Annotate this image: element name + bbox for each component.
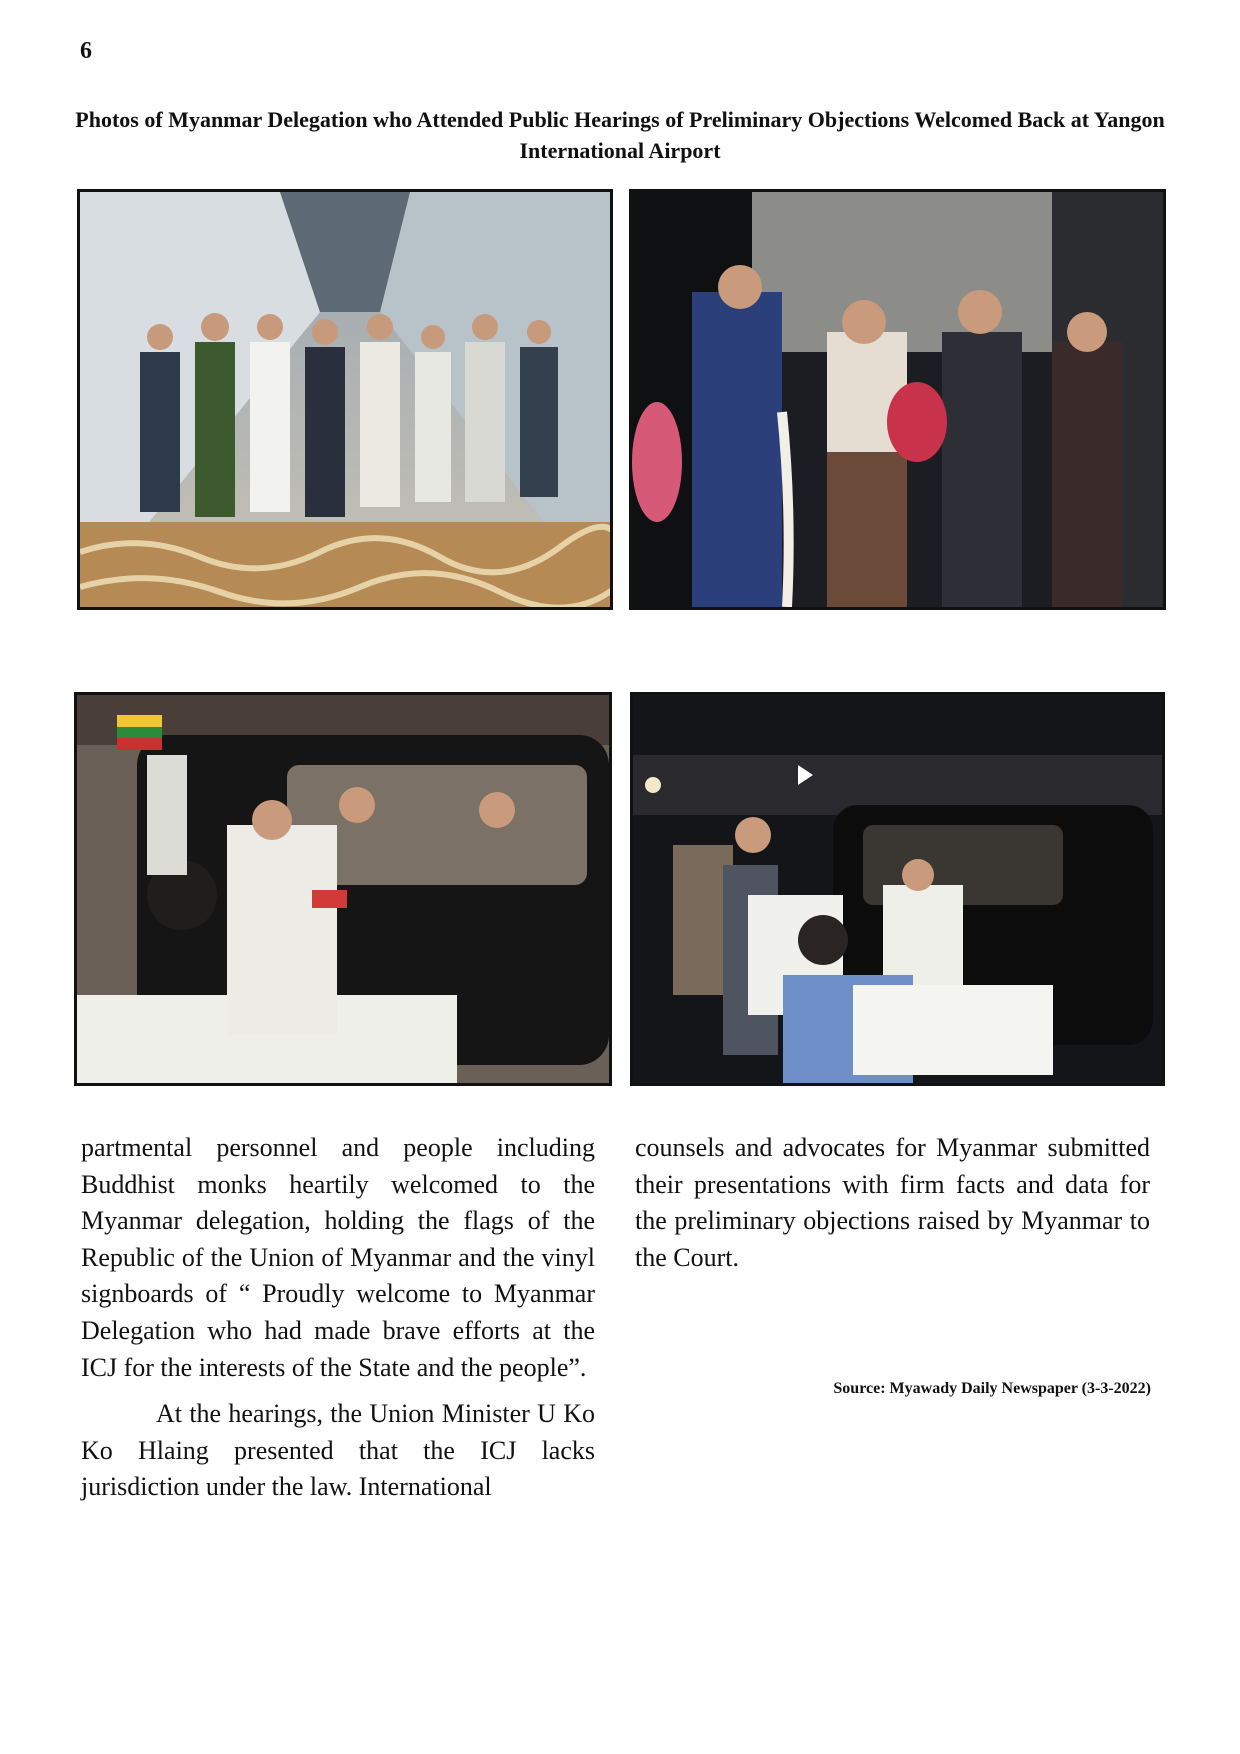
photo-airport-corridor-walk [77, 189, 613, 610]
article-column-right [635, 1130, 1150, 1276]
page-title: Photos of Myanmar Delegation who Attended Public Hearings of Preliminary Objections Welcomed Back at Yangon International Airport [75, 107, 1165, 163]
article-paragraph: counsels and advocates for Myanmar submitted their presentations with firm facts and data for the preliminary objections raised by Myanmar to the Court. [635, 1133, 1150, 1272]
photo-icon [80, 192, 610, 607]
photo-icon [632, 192, 1163, 607]
photo-icon [77, 695, 609, 1083]
article-paragraph: At the hearings, the Union Minister U Ko Ko Hlaing presented that the ICJ lacks jurisdiction under the law. International [81, 1399, 595, 1502]
photo-car-flag-waving [74, 692, 612, 1086]
photo-night-car-welcome [630, 692, 1165, 1086]
article-column-left [81, 1130, 595, 1506]
photo-flower-garland-welcome [629, 189, 1166, 610]
source-credit: Source: Myawady Daily Newspaper (3-3-2022) [833, 1380, 1151, 1397]
page-number: 6 [80, 38, 92, 64]
article-paragraph: partmental personnel and people including Buddhist monks heartily welcomed to the Myanmar delegation, holding the flags of the Republic of the Union of Myanmar and the vinyl signboards of “ Proudly welcome to Myanmar Delegation who had made brave efforts at the ICJ for the interests of the State and the people”. [81, 1133, 595, 1382]
photo-icon [633, 695, 1162, 1083]
